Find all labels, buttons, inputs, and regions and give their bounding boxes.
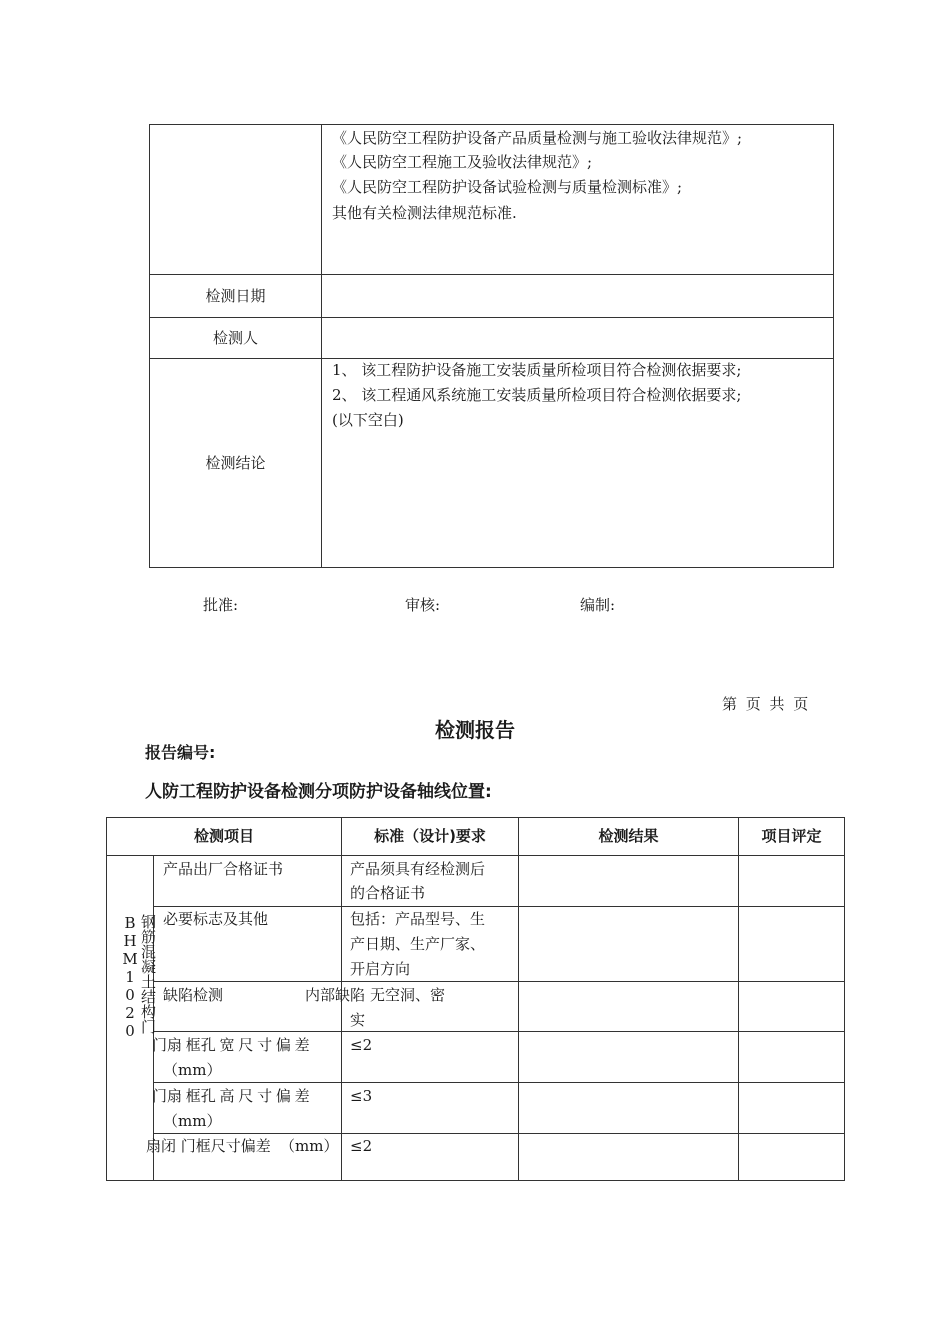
conclusion-label: 检测结论: [205, 454, 266, 472]
row-4-req-1: ≤2: [350, 1036, 373, 1054]
row-4-item-2: （mm）: [163, 1061, 222, 1079]
row-2-req-2: 产日期、生产厂家、: [350, 935, 486, 953]
row-3-item-2: 内部缺陷: [305, 986, 366, 1004]
conclusion-line-1: 1、 该工程防护设备施工安装质量所检项目符合检测依据要求;: [332, 361, 742, 379]
row-5-req-1: ≤3: [350, 1087, 373, 1105]
basis-line-4: 其他有关检测法律规范标准.: [332, 204, 517, 222]
compile-label: 编制:: [580, 596, 616, 614]
row-2-req-1: 包括：产品型号、生: [350, 910, 486, 928]
row-6-item-2: （mm）: [280, 1137, 339, 1155]
row-1-req-2: 的合格证书: [350, 884, 426, 902]
row-6-item: 扇闭 门框尺寸偏差: [146, 1137, 271, 1155]
approve-label: 批准:: [203, 596, 239, 614]
row-1-req-1: 产品须具有经检测后: [350, 860, 486, 878]
inspector-label: 检测人: [212, 329, 258, 347]
row-5-item-2: （mm）: [163, 1112, 222, 1130]
conclusion-line-3: (以下空白): [332, 411, 404, 429]
row-4-item: 门扇 框孔 宽 尺 寸 偏 差: [152, 1036, 310, 1054]
report-subtitle: 人防工程防护设备检测分项防护设备轴线位置:: [145, 782, 492, 802]
page-number: 第 页 共 页: [722, 695, 811, 713]
basis-line-1: 《人民防空工程防护设备产品质量检测与施工验收法律规范》;: [332, 129, 743, 147]
report-title: 检测报告: [435, 718, 515, 742]
row-6-req-1: ≤2: [350, 1137, 373, 1155]
row-3-req-2: 实: [350, 1011, 366, 1029]
header-item: 检测项目: [193, 827, 254, 845]
row-2-req-3: 开启方向: [350, 960, 411, 978]
header-result: 检测结果: [598, 827, 659, 845]
basis-line-3: 《人民防空工程防护设备试验检测与质量检测标准》;: [332, 178, 683, 196]
date-label: 检测日期: [205, 287, 266, 305]
group-label: 钢筋混凝土结构门 BHM1020: [121, 914, 157, 1040]
row-1-item: 产品出厂合格证书: [163, 860, 284, 878]
basis-line-2: 《人民防空工程施工及验收法律规范》;: [332, 153, 593, 171]
report-number-label: 报告编号:: [145, 743, 216, 762]
row-5-item: 门扇 框孔 高 尺 寸 偏 差: [152, 1087, 310, 1105]
header-requirement: 标准（设计)要求: [374, 827, 486, 845]
row-3-req-1: 无空洞、密: [370, 986, 446, 1004]
row-2-item: 必要标志及其他: [163, 910, 269, 928]
header-rating: 项目评定: [761, 827, 822, 845]
review-label: 审核:: [405, 596, 441, 614]
row-3-item: 缺陷检测: [163, 986, 224, 1004]
conclusion-line-2: 2、 该工程通风系统施工安装质量所检项目符合检测依据要求;: [332, 386, 742, 404]
